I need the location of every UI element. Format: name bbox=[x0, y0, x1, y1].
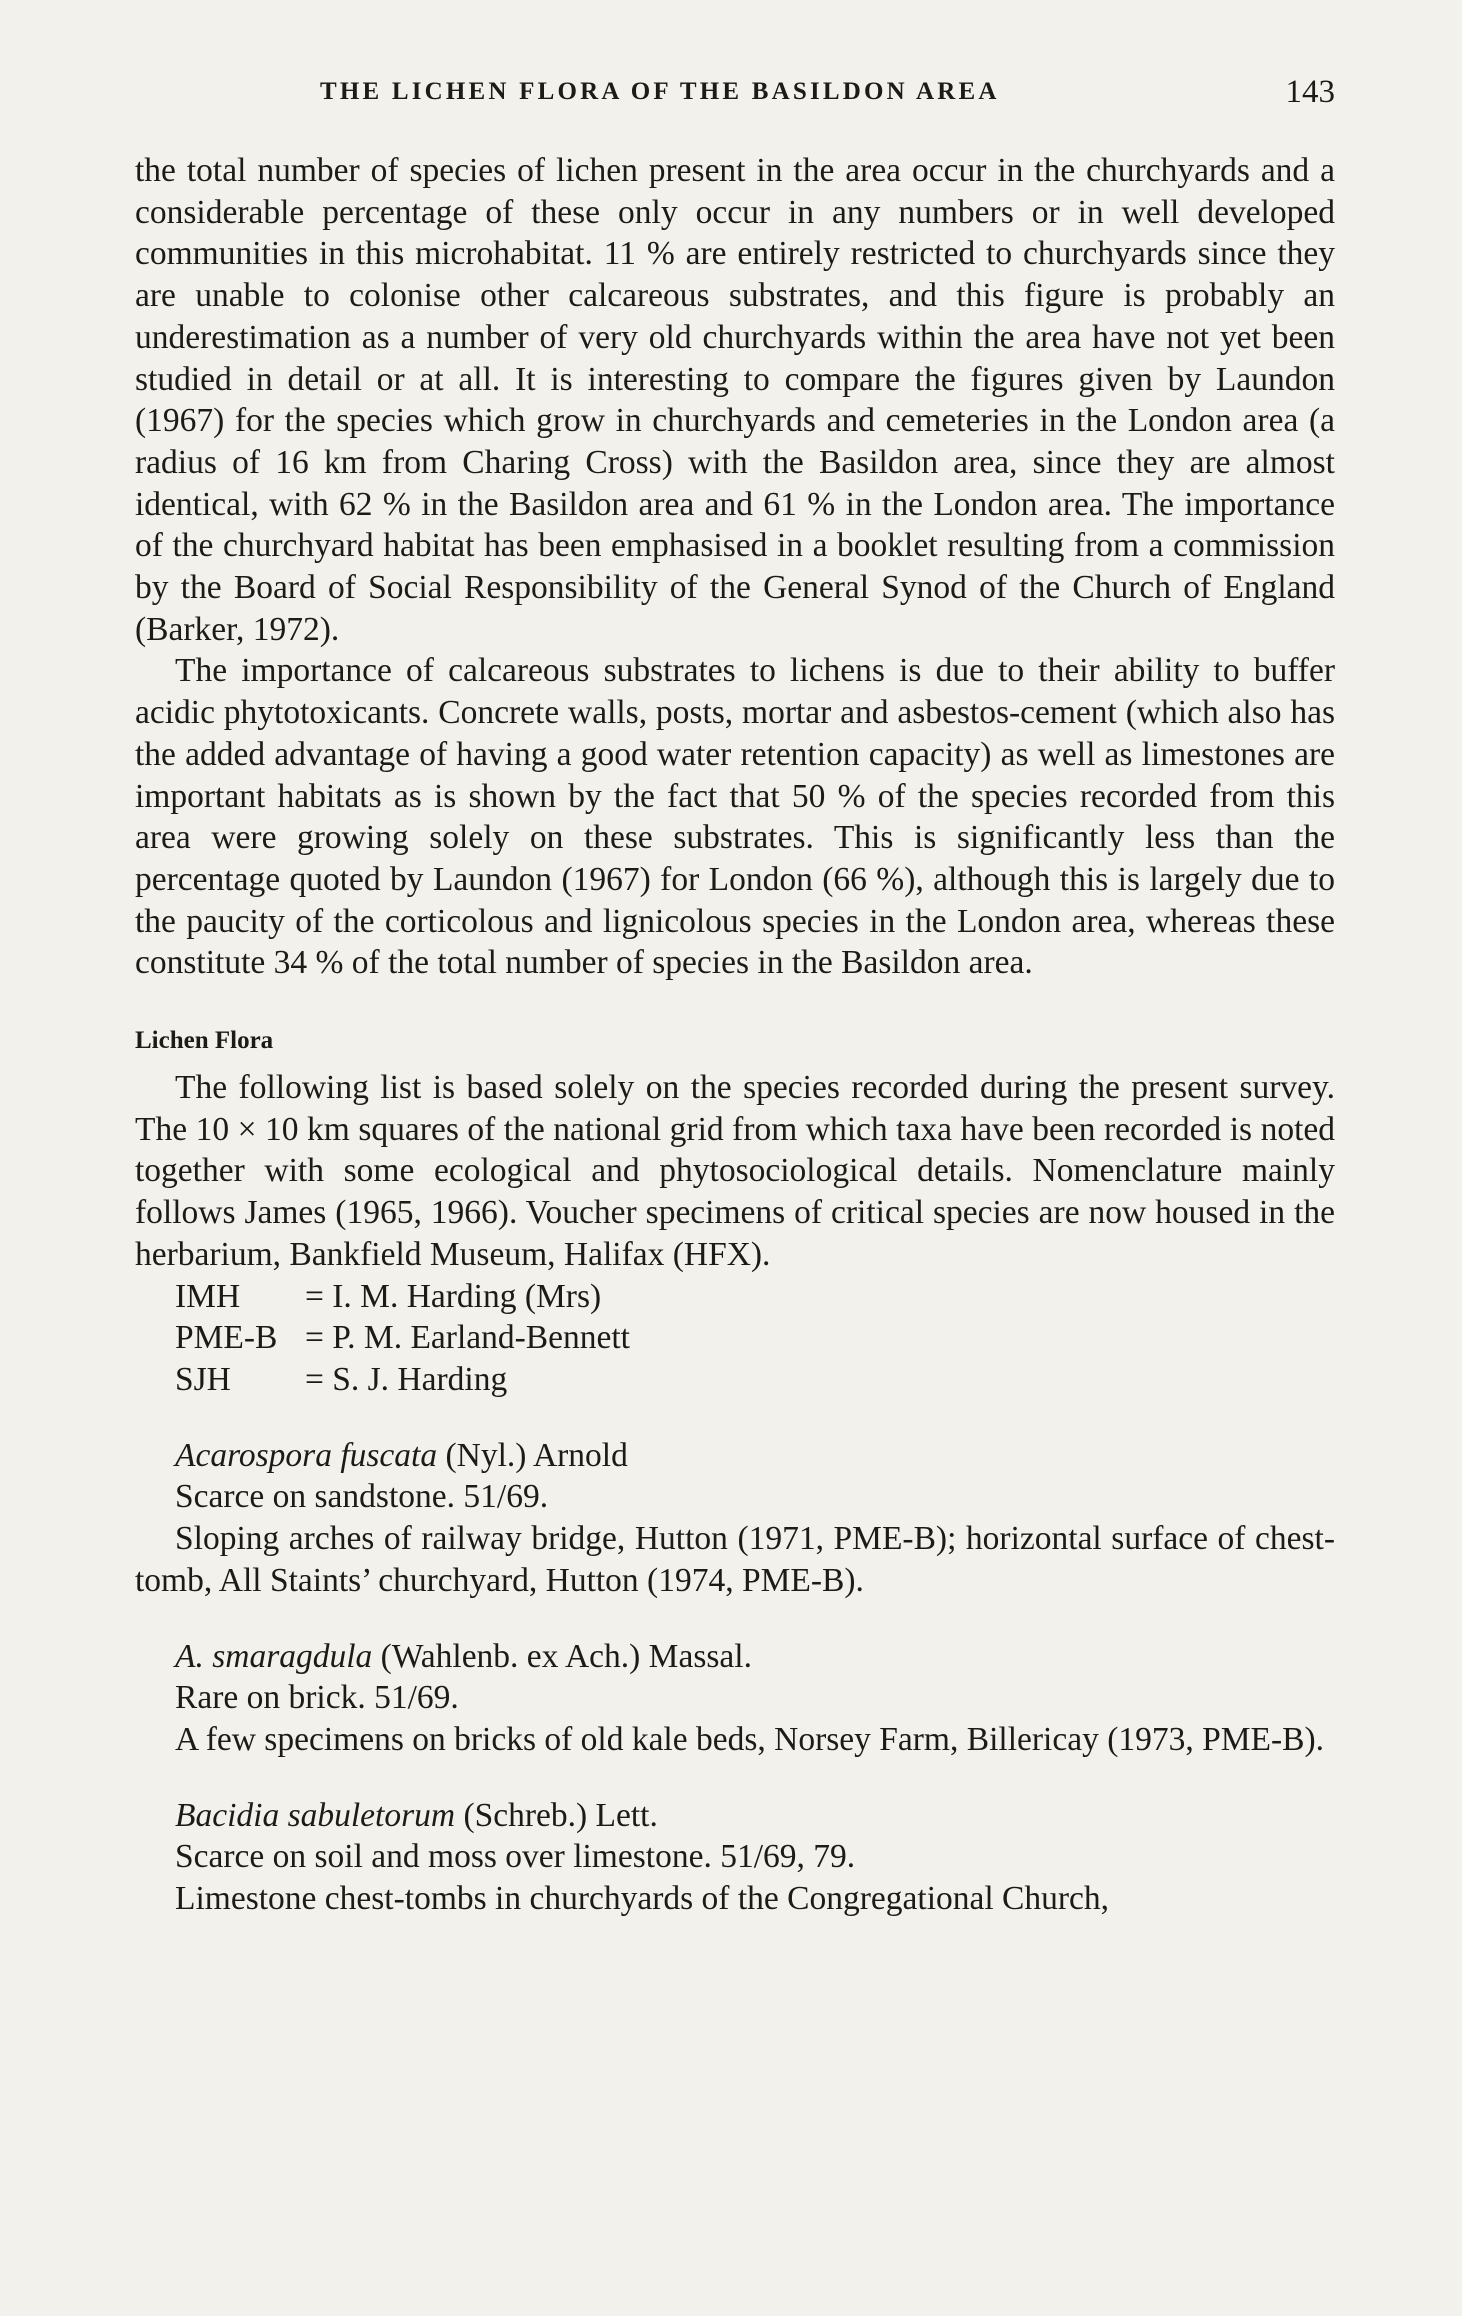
species-name: Bacidia sabuletorum bbox=[175, 1796, 456, 1834]
species-authority: (Schreb.) Lett. bbox=[455, 1796, 658, 1834]
abbreviation-meaning: = S. J. Harding bbox=[305, 1360, 508, 1398]
paragraph-continued: the total number of species of lichen present in the area occur in the churchyards and a considerable percentage of these only occur in any numbers or in well developed communities in this microhabitat. 11 % are entirely restricted to churchyards since they are unable to colonise other calcareous substrates, and this figure is probably an underestimation as a number of very old churchyards within the area have not yet been studied in detail or at all. It is interesting to compare the figures given by Laundon (1967) for the species which grow in churchyards and cemeteries in the London area (a radius of 16 km from Charing Cross) with the Basildon area, since they are almost identical, with 62 % in the Basildon area and 61 % in the London area. The importance of the churchyard habitat has been emphasised in a booklet resulting from a commission by the Board of Social Responsibility of the General Synod of the Church of England (Barker, 1972). bbox=[135, 152, 1335, 648]
page-body bbox=[135, 150, 1335, 1920]
abbreviation-row bbox=[175, 1317, 1335, 1359]
species-details: A few specimens on bricks of old kale beds, Norsey Farm, Billericay (1973, PME-B). bbox=[175, 1720, 1325, 1758]
species-name: A. smaragdula bbox=[175, 1637, 373, 1675]
abbreviation-meaning: = P. M. Earland-Bennett bbox=[305, 1319, 630, 1357]
abbreviation-code: IMH bbox=[175, 1277, 241, 1315]
collector-abbreviations bbox=[175, 1276, 1335, 1401]
species-details: Limestone chest-tombs in churchyards of the Congregational Church, bbox=[175, 1880, 1110, 1918]
taxon-name bbox=[135, 1636, 1335, 1678]
species-status: Scarce on soil and moss over limestone. 51/69, 79. bbox=[175, 1838, 856, 1876]
section-heading: Lichen Flora bbox=[135, 1027, 274, 1055]
page-number: 143 bbox=[1285, 74, 1335, 110]
abbreviation-row bbox=[175, 1276, 1335, 1318]
page-header bbox=[135, 70, 1335, 120]
abbreviation-row bbox=[175, 1359, 1335, 1401]
taxon-name bbox=[135, 1435, 1335, 1477]
species-entry bbox=[135, 1435, 1335, 1602]
section-intro: The following list is based solely on the species recorded during the present survey. The 10 × 10 km squares of the national grid from which taxa have been recorded is noted together with some ecological and phytosociological details. Nomenclature mainly follows James (1965, 1966). Voucher specimens of critical species are now housed in the herbarium, Bankfield Museum, Halifax (HFX). bbox=[135, 1069, 1335, 1273]
species-name: Acarospora fuscata bbox=[175, 1436, 438, 1474]
species-authority: (Nyl.) Arnold bbox=[437, 1436, 628, 1474]
abbreviation-code: SJH bbox=[175, 1360, 231, 1398]
species-entry bbox=[135, 1636, 1335, 1761]
species-details: Sloping arches of railway bridge, Hutton (1971, PME-B); horizontal surface of chest-tomb, All Staints’ churchyard, Hutton (1974, PME-B). bbox=[135, 1520, 1335, 1599]
abbreviation-code: PME-B bbox=[175, 1319, 278, 1357]
running-title: THE LICHEN FLORA OF THE BASILDON AREA bbox=[320, 78, 1000, 105]
paragraph-calcareous-substrates: The importance of calcareous substrates to lichens is due to their ability to buffer acidic phytotoxicants. Concrete walls, posts, mortar and asbestos-cement (which also has the added advantage of having a good water retention capacity) as well as limestones are important habitats as is shown by the fact that 50 % of the species recorded from this area were growing solely on these substrates. This is significantly less than the percentage quoted by Laundon (1967) for London (66 %), although this is largely due to the paucity of the corticolous and lignicolous species in the London area, whereas these constitute 34 % of the total number of species in the Basildon area. bbox=[135, 652, 1335, 982]
taxon-name bbox=[135, 1795, 1335, 1837]
abbreviation-meaning: = I. M. Harding (Mrs) bbox=[305, 1277, 602, 1315]
species-authority: (Wahlenb. ex Ach.) Massal. bbox=[372, 1637, 752, 1675]
species-status: Rare on brick. 51/69. bbox=[175, 1679, 459, 1717]
species-entry bbox=[135, 1795, 1335, 1920]
species-status: Scarce on sandstone. 51/69. bbox=[175, 1478, 549, 1516]
